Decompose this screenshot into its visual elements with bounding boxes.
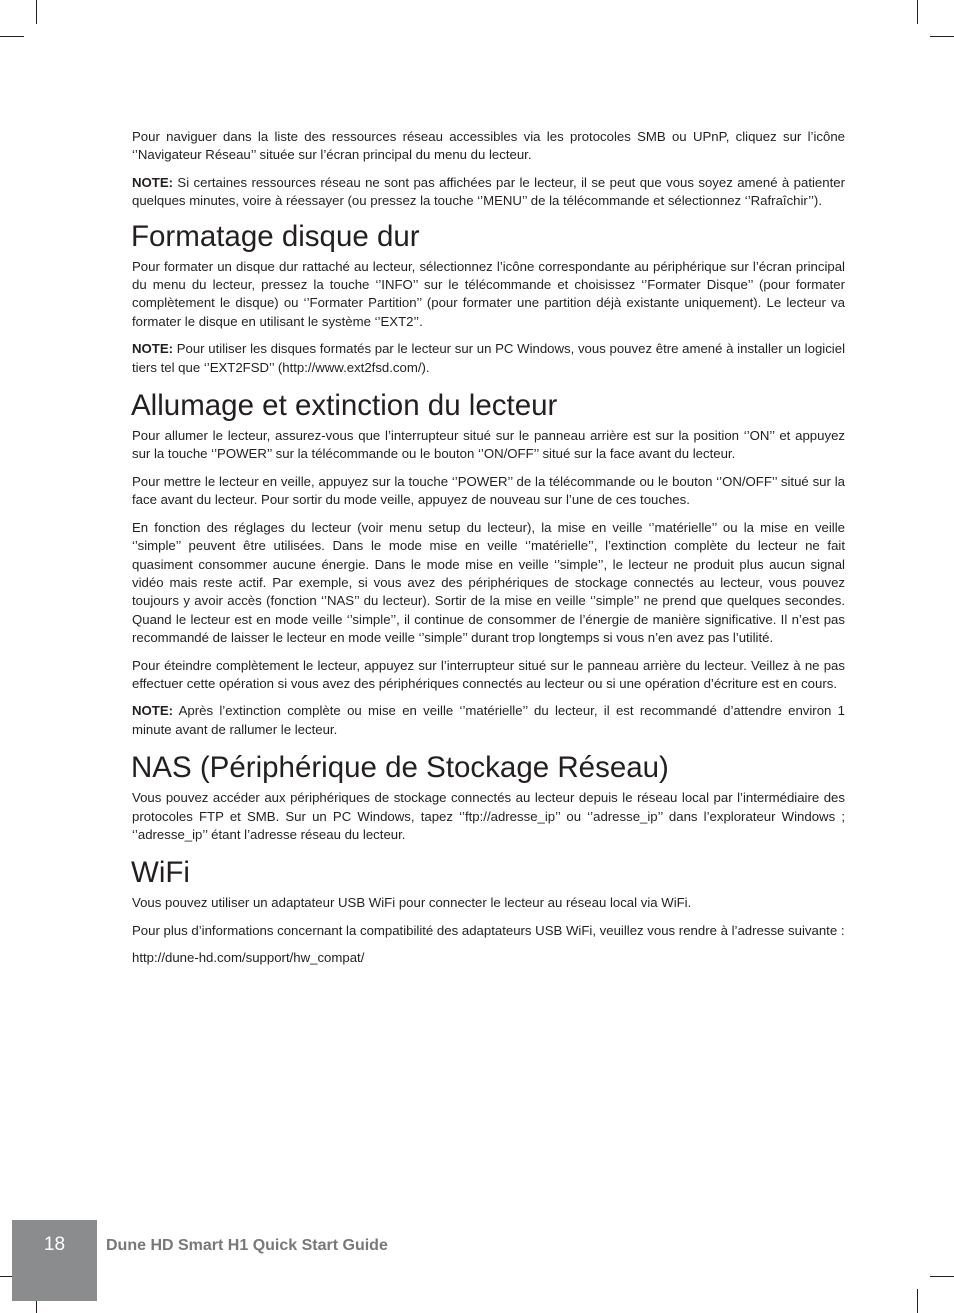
wifi-paragraph-1: Vous pouvez utiliser un adaptateur USB WiFi pour connecter le lecteur au réseau local via WiFi. <box>132 895 692 911</box>
page-number-box <box>12 1220 97 1301</box>
crop-mark <box>917 1289 918 1313</box>
crop-mark <box>930 1276 954 1277</box>
section-title-format: Formatage disque dur <box>131 219 420 253</box>
intro-paragraph: Pour naviguer dans la liste des ressources réseau accessibles via les protocoles SMB ou UPnP, cliquez sur l’icône ‘’Navigateur Réseau’’ située sur l’écran principal du menu du lecteur. <box>132 129 845 163</box>
format-paragraph: Pour formater un disque dur rattaché au lecteur, sélectionnez l’icône correspondante au périphérique sur l’écran principal du menu du lecteur, pressez la touche ‘’INFO’’ sur le télécommande et choisissez ‘’Formater Disque’’ (pour formater complètement le disque) ou ‘’Formater Partition’’ (pour formater une partition déjà existante uniquement). Le lecteur va formater le disque en utilisant le système ‘’EXT2’’. <box>132 258 845 329</box>
note-label: NOTE: <box>132 703 174 719</box>
intro-note <box>132 174 845 211</box>
note-label: NOTE: <box>132 174 174 190</box>
section-title-power: Allumage et extinction du lecteur <box>131 389 558 423</box>
crop-mark <box>917 0 918 24</box>
power-paragraph-3: En fonction des réglages du lecteur (voir menu setup du lecteur), la mise en veille ‘’matérielle’’ ou la mise en veille ‘’simple’’ peuvent être utilisées. Dans le mode mise en veille ‘’matérielle’’, l’extinction complète du lecteur ne fait quasiment consommer aucune énergie. Dans le mode mise en veille ‘’simple’’, le lecteur ne produit plus aucun signal vidéo mais reste actif. Par exemple, si vous avez des périphériques de stockage connectés au lecteur, vous pouvez toujours y avoir accès (fonction ‘’NAS’’ du lecteur). Sortir de la mise en veille ‘’simple’’ ne prend que quelques secondes. Quand le lecteur est en mode veille ‘’simple’’, il continue de consommer de l’énergie de manière significative. Il n’est pas recommandé de laisser le lecteur en mode veille ‘’simple’’ durant trop longtemps si vous n’en avez pas l’utilité. <box>132 519 845 646</box>
power-note <box>132 702 845 739</box>
note-text: Après l’extinction complète ou mise en veille ‘’matérielle’’ du lecteur, il est recommandé d’attendre environ 1 minute avant de rallumer le lecteur. <box>132 703 845 737</box>
section-title-wifi: WiFi <box>131 856 190 890</box>
note-text: Si certaines ressources réseau ne sont pas affichées par le lecteur, il se peut que vous soyez amené à patienter quelques minutes, voire à réessayer (ou pressez la touche ‘’MENU’’ de la télécommande et sélectionnez ‘’Rafraîchir’’). <box>132 174 845 209</box>
crop-mark <box>0 36 24 37</box>
power-paragraph-4: Pour éteindre complètement le lecteur, appuyez sur l’interrupteur situé sur le panneau arrière du lecteur. Veillez à ne pas effectuer cette opération si vous avez des périphériques connectés au lecteur ou si une opération d’écriture est en cours. <box>132 657 845 691</box>
wifi-link[interactable]: http://dune-hd.com/support/hw_compat/ <box>132 950 365 966</box>
crop-mark <box>36 0 37 24</box>
note-label: NOTE: <box>132 341 174 357</box>
power-paragraph-1: Pour allumer le lecteur, assurez-vous que l’interrupteur situé sur le panneau arrière est sur la position ‘’ON’’ et appuyez sur la touche ‘’POWER’’ sur la télécommande ou le bouton ‘’ON/OFF’’ situé sur la face avant du lecteur. <box>132 428 845 462</box>
format-note <box>132 340 845 377</box>
power-paragraph-2: Pour mettre le lecteur en veille, appuyez sur la touche ‘’POWER’’ de la télécommande ou le bouton ‘’ON/OFF’’ situé sur la face avant du lecteur. Pour sortir du mode veille, appuyez de nouveau sur l’une de ces touches. <box>132 473 845 508</box>
guide-title: Dune HD Smart H1 Quick Start Guide <box>106 1237 388 1254</box>
page-number: 18 <box>43 1234 66 1255</box>
note-text: Pour utiliser les disques formatés par le lecteur sur un PC Windows, vous pouvez être amené à installer un logiciel tiers tel que ‘’EXT2FSD’’ (http://www.ext2fsd.com/). <box>132 341 845 375</box>
crop-mark <box>930 36 954 37</box>
nas-paragraph: Vous pouvez accéder aux périphériques de stockage connectés au lecteur depuis le réseau local par l’intermédiaire des protocoles FTP et SMB. Sur un PC Windows, tapez ‘’ftp://adresse_ip’’ ou ‘’adresse_ip’’ dans l’explorateur Windows ; ‘’adresse_ip’’ étant l’adresse réseau du lecteur. <box>132 790 845 842</box>
wifi-paragraph-2: Pour plus d’informations concernant la compatibilité des adaptateurs USB WiFi, veuillez vous rendre à l’adresse suivante : <box>132 922 845 938</box>
page-content <box>132 128 845 977</box>
section-title-nas: NAS (Périphérique de Stockage Réseau) <box>131 751 669 785</box>
